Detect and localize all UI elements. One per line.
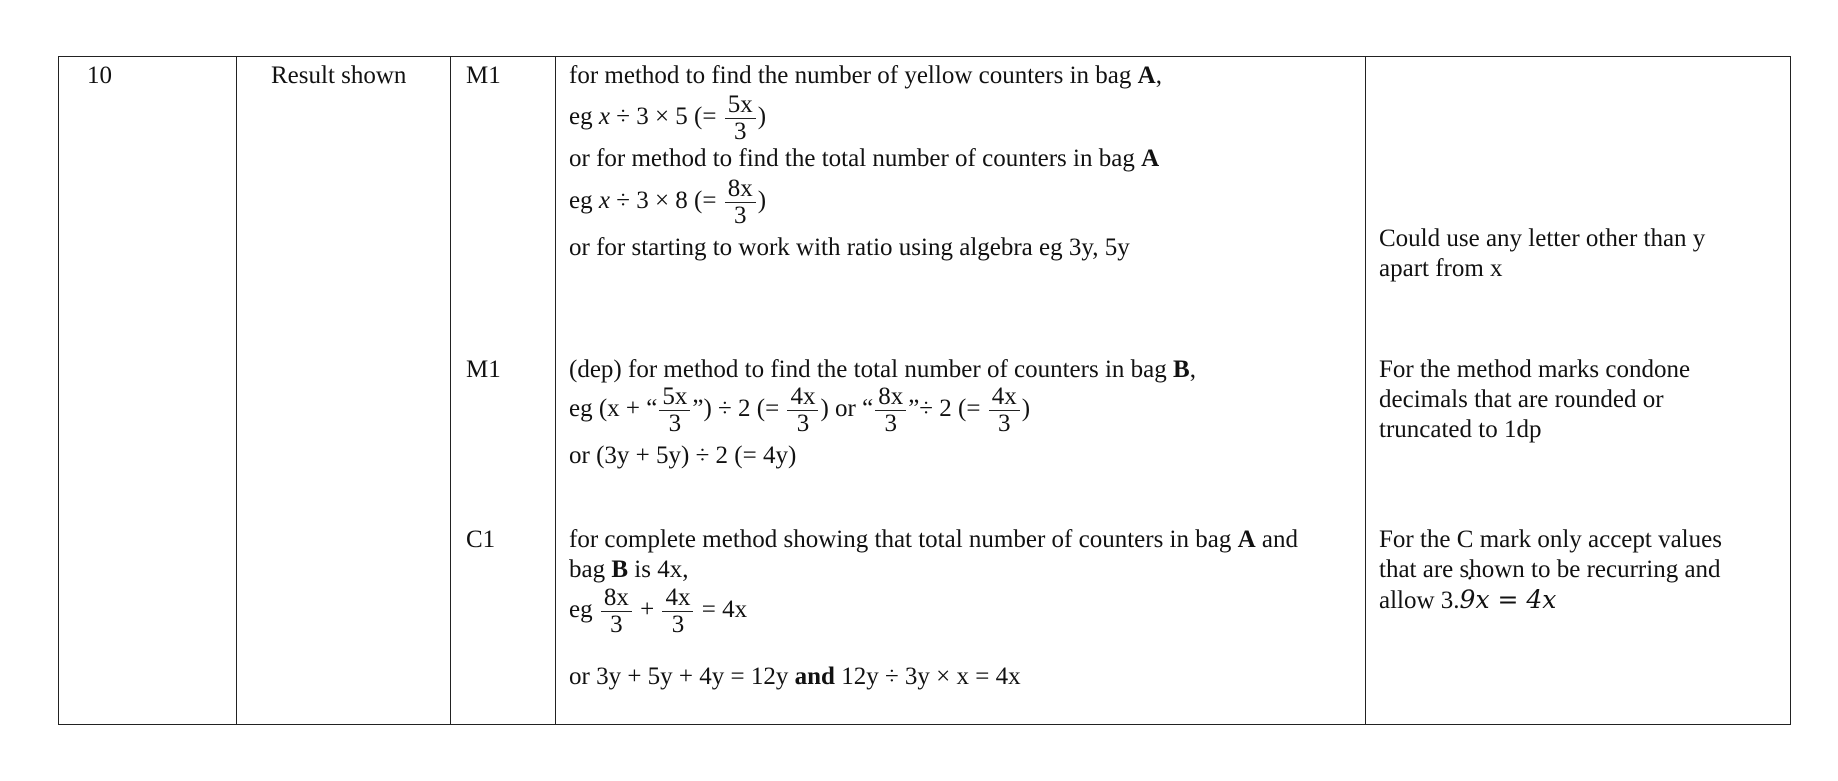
guidance-decimals-line1: For the method marks condone [1379, 356, 1691, 383]
recurring-digit: 9 ˙ [1460, 585, 1476, 615]
question-number: 10 [87, 62, 112, 89]
m1a-example2: eg x ÷ 3 × 8 (= $\frac{8x}{3}$ ) [569, 174, 767, 229]
guidance-c-mark-line1: For the C mark only accept values [1379, 526, 1722, 553]
mark-code-c1: C1 [466, 526, 496, 553]
m1a-line3: or for starting to work with ratio using algebra eg 3y, 5y [569, 234, 1130, 261]
column-divider [450, 57, 451, 724]
guidance-decimals-line3: truncated to 1dp [1379, 416, 1542, 443]
mark-code-m1-second: M1 [466, 356, 501, 383]
m1b-line1: (dep) for method to find the total number of counters in bag B, [569, 356, 1196, 383]
fraction: $\frac{5x}{3}$ [659, 384, 690, 437]
fraction: $\frac{4x}{3}$ [989, 384, 1020, 437]
fraction: $\frac{8x}{3}$ [725, 176, 756, 229]
fraction: $\frac{4x}{3}$ [662, 585, 693, 638]
m1a-line2: or for method to find the total number of counters in bag A [569, 145, 1160, 172]
m1b-example: eg (x + “ $\frac{5x}{3}$ ”) ÷ 2 (= $\frac{4x}{3}$ ) or “ $\frac{8x}{3}$ ”÷ 2 (= $\frac{4x}{3}$ ) [569, 382, 1031, 437]
guidance-letter-note-line2: apart from x [1379, 255, 1503, 282]
m1a-line1: for method to find the number of yellow counters in bag A, [569, 62, 1162, 89]
guidance-decimals-line2: decimals that are rounded or [1379, 386, 1664, 413]
c1-line1: for complete method showing that total number of counters in bag A and [569, 526, 1299, 553]
column-divider [555, 57, 556, 724]
fraction: $\frac{4x}{3}$ [787, 384, 818, 437]
mark-code-m1-first: M1 [466, 62, 501, 89]
mark-scheme-table [58, 56, 1791, 725]
fraction: $\frac{8x}{3}$ [601, 585, 632, 638]
fraction: $\frac{8x}{3}$ [875, 384, 906, 437]
c1-line4: or 3y + 5y + 4y = 12y and 12y ÷ 3y × x = 4x [569, 663, 1021, 690]
m1a-example1: eg x ÷ 3 × 5 (= $\frac{5x}{3}$ ) [569, 90, 767, 145]
column-divider [236, 57, 237, 724]
guidance-c-mark-line2: that are shown to be recurring and [1379, 556, 1721, 583]
answer-cell: Result shown [271, 62, 407, 89]
m1b-line3: or (3y + 5y) ÷ 2 (= 4y) [569, 442, 797, 469]
c1-example: eg $\frac{8x}{3}$ + $\frac{4x}{3}$ = 4x [569, 583, 748, 638]
c1-line2: bag B is 4x, [569, 556, 689, 583]
column-divider [1365, 57, 1366, 724]
guidance-letter-note-line1: Could use any letter other than y [1379, 225, 1706, 252]
fraction: $\frac{5x}{3}$ [725, 92, 756, 145]
guidance-c-mark-line3: allow 3.9 ˙x = 4x [1379, 585, 1556, 616]
